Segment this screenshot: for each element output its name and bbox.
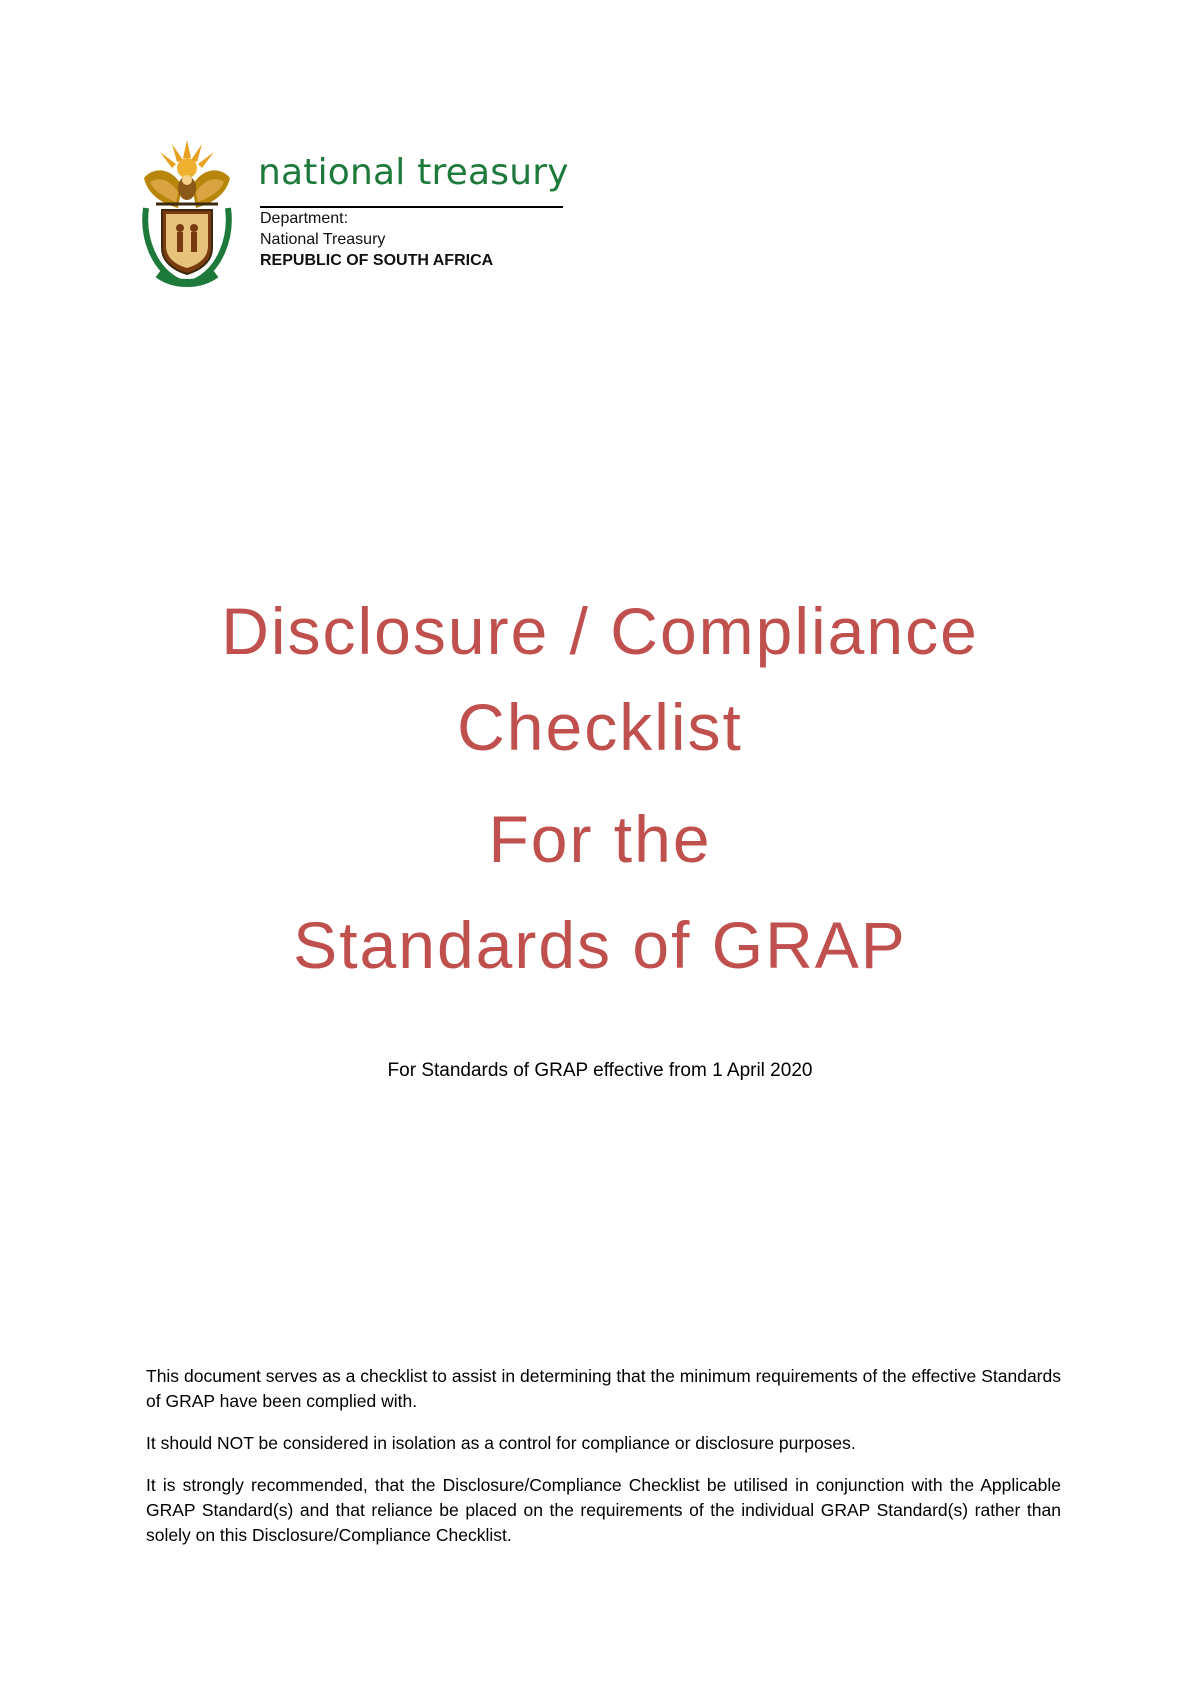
title-line-1: Disclosure / Compliance	[221, 594, 979, 668]
disclaimer-notes	[146, 1364, 1061, 1565]
country-name: REPUBLIC OF SOUTH AFRICA	[260, 252, 494, 269]
note-paragraph: It is strongly recommended, that the Disclosure/Compliance Checklist be utilised in conjunction with the Applicable GRAP Standard(s) and that reliance be placed on the requirements of the individual GRAP Standard(s) rather than solely on this Disclosure/Compliance Checklist.	[146, 1475, 1061, 1545]
department-label: Department:	[260, 210, 349, 227]
note-paragraph: This document serves as a checklist to assist in determining that the minimum requirements of the effective Standards of GRAP have been complied with.	[146, 1366, 1061, 1411]
coat-of-arms-icon	[134, 138, 240, 290]
title-line-3: For the	[488, 802, 712, 876]
department-name: National Treasury	[260, 231, 386, 248]
note-paragraph: It should NOT be considered in isolation as a control for compliance or disclosure purposes.	[146, 1433, 856, 1453]
brand-divider	[260, 206, 563, 208]
effective-date-subtitle: For Standards of GRAP effective from 1 April 2020	[387, 1060, 813, 1081]
national-treasury-logo	[134, 138, 574, 298]
title-line-4: Standards of GRAP	[293, 908, 907, 982]
title-line-2: Checklist	[457, 690, 743, 764]
brand-name: national treasury	[258, 152, 569, 193]
